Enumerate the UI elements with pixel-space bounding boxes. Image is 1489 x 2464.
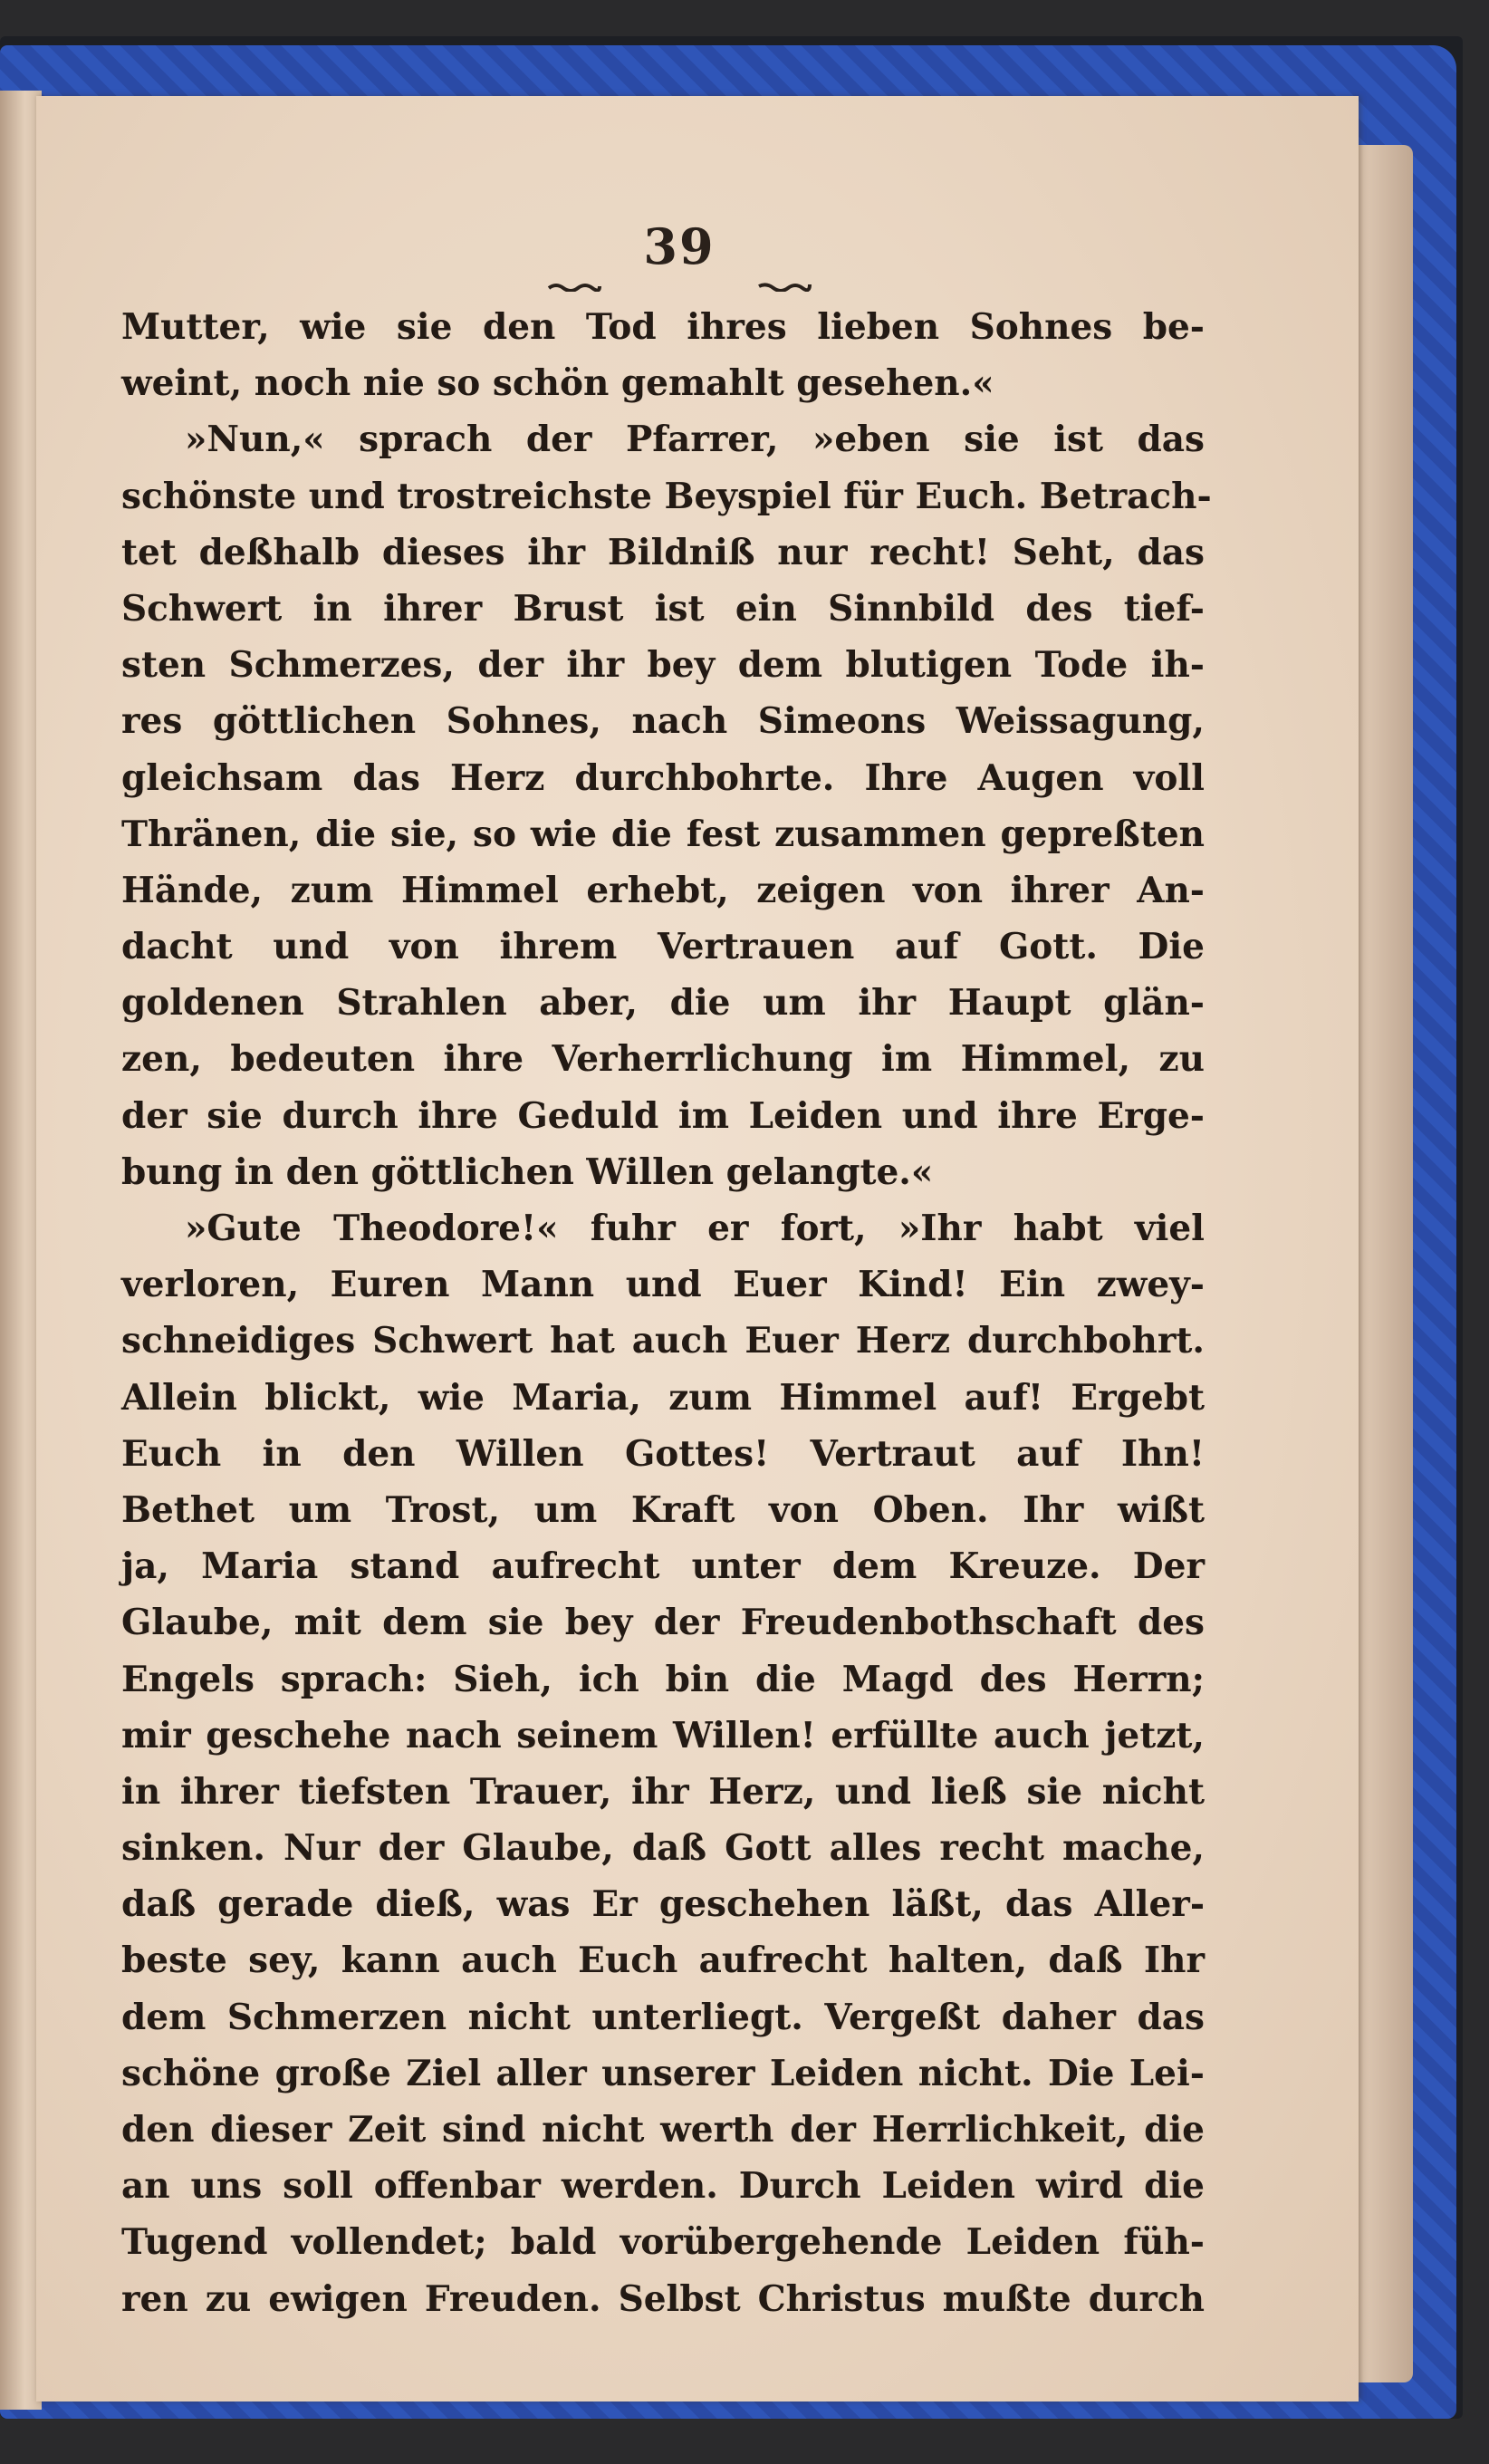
- text-line: in ihrer tiefsten Trauer, ihr Herz, und ließ sie nicht: [121, 1770, 1205, 1813]
- text-line: zen, bedeuten ihre Verherrlichung im Himmel, zu: [121, 1038, 1205, 1081]
- text-line: an uns soll offenbar werden. Durch Leiden wird die: [121, 2165, 1205, 2208]
- page-number-header: [0, 217, 1359, 275]
- text-line: schönste und trostreichste Beyspiel für Euch. Betrach-: [121, 475, 1212, 517]
- text-line: schneidiges Schwert hat auch Euer Herz durchbohrt.: [121, 1320, 1205, 1362]
- text-line: sten Schmerzes, der ihr bey dem blutigen Tode ih-: [121, 644, 1205, 687]
- text-line: sinken. Nur der Glaube, daß Gott alles recht mache,: [121, 1827, 1205, 1870]
- text-line: weint, noch nie so schön gemahlt gesehen.«: [121, 362, 994, 405]
- page-number: 39: [643, 217, 716, 275]
- text-line: tet deßhalb dieses ihr Bildniß nur recht! Seht, das: [121, 531, 1205, 573]
- text-line: dacht und von ihrem Vertrauen auf Gott. Die: [121, 926, 1205, 968]
- text-line: den dieser Zeit sind nicht werth der Herrlichkeit, die: [121, 2109, 1205, 2151]
- text-line: gleichsam das Herz durchbohrte. Ihre Augen voll: [121, 756, 1205, 799]
- text-line: daß gerade dieß, was Er geschehen läßt, das Aller-: [121, 1883, 1205, 1926]
- text-line: Thränen, die sie, so wie die fest zusammen gepreßten: [121, 813, 1205, 855]
- body-text: [121, 299, 1212, 2327]
- text-line: dem Schmerzen nicht unterliegt. Vergeßt daher das: [121, 1996, 1205, 2038]
- text-line: Hände, zum Himmel erhebt, zeigen von ihrer An-: [121, 869, 1205, 911]
- text-line: Bethet um Trost, um Kraft von Oben. Ihr wißt: [121, 1488, 1205, 1531]
- text-line: res göttlichen Sohnes, nach Simeons Weissagung,: [121, 700, 1205, 743]
- text-line: beste sey, kann auch Euch aufrecht halten, daß Ihr: [121, 1939, 1205, 1982]
- text-line: »Nun,« sprach der Pfarrer, »eben sie ist das: [185, 419, 1205, 461]
- text-line: ren zu ewigen Freuden. Selbst Christus mußte durch: [121, 2277, 1205, 2320]
- text-line: Schwert in ihrer Brust ist ein Sinnbild des tief-: [121, 587, 1205, 630]
- text-line: Glaube, mit dem sie bey der Freudenbothschaft des: [121, 1602, 1205, 1644]
- text-line: Euch in den Willen Gottes! Vertraut auf Ihn!: [121, 1432, 1205, 1475]
- text-line: bung in den göttlichen Willen gelangte.«: [121, 1150, 934, 1193]
- text-line: mir geschehe nach seinem Willen! erfüllte auch jetzt,: [121, 1714, 1205, 1757]
- text-line: Tugend vollendet; bald vorübergehende Leiden füh-: [121, 2221, 1205, 2264]
- text-line: verloren, Euren Mann und Euer Kind! Ein zwey-: [121, 1264, 1205, 1306]
- text-line: goldenen Strahlen aber, die um ihr Haupt glän-: [121, 982, 1205, 1025]
- text-line: Allein blickt, wie Maria, zum Himmel auf! Ergebt: [121, 1376, 1205, 1419]
- ornament-right-icon: [757, 245, 812, 256]
- text-line: ja, Maria stand aufrecht unter dem Kreuze. Der: [121, 1545, 1205, 1588]
- text-line: schöne große Ziel aller unserer Leiden nicht. Die Lei-: [121, 2052, 1205, 2094]
- ornament-left-icon: [547, 245, 601, 256]
- text-line: Engels sprach: Sieh, ich bin die Magd des Herrn;: [121, 1658, 1205, 1700]
- text-line: »Gute Theodore!« fuhr er fort, »Ihr habt viel: [185, 1208, 1205, 1249]
- text-line: der sie durch ihre Geduld im Leiden und ihre Erge-: [121, 1094, 1205, 1137]
- text-line: Mutter, wie sie den Tod ihres lieben Sohnes be-: [121, 306, 1205, 348]
